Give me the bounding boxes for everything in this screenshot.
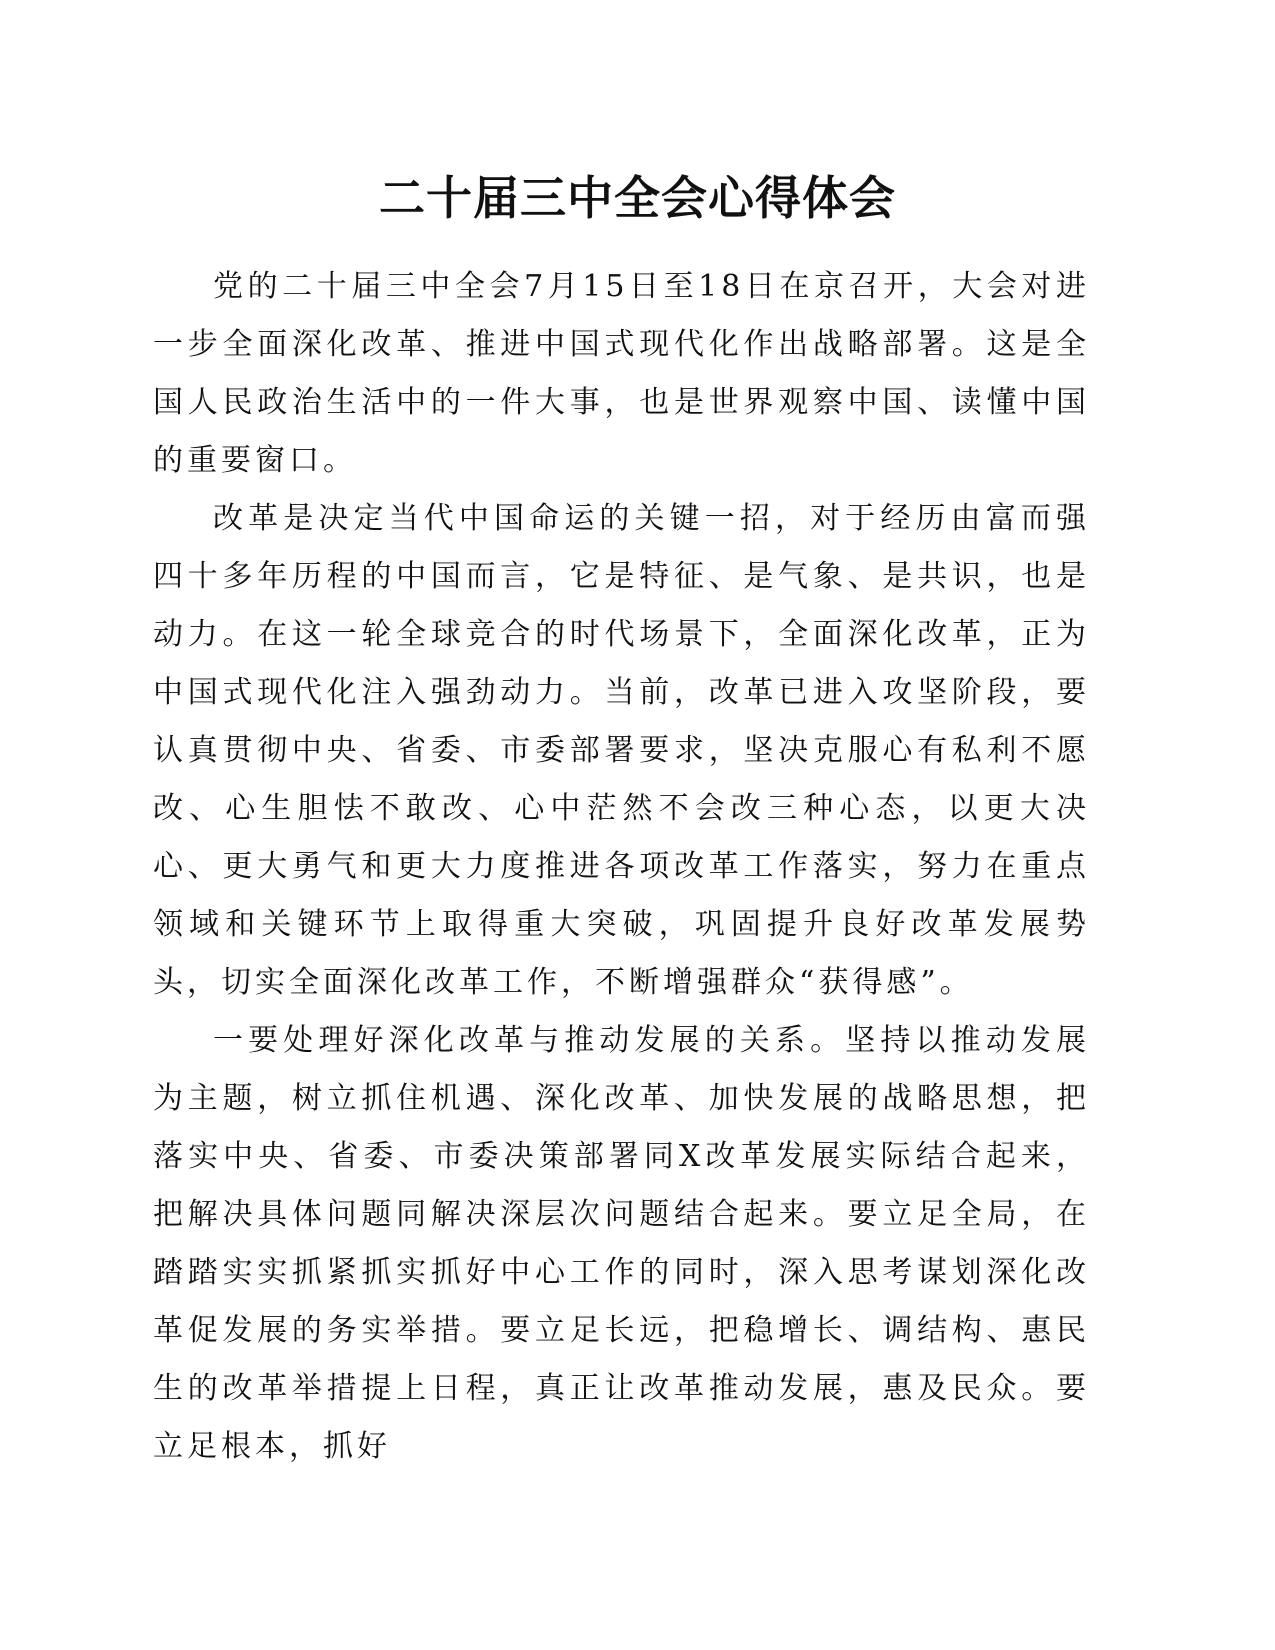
paragraph-3: 一要处理好深化改革与推动发展的关系。坚持以推动发展为主题，树立抓住机遇、深化改革、加快发展的战略思想，把落实中央、省委、市委决策部署同X改革发展实际结合起来，把解决具体问题同解决深层次问题结合起来。要立足全局，在踏踏实实抓紧抓实抓好中心工作的同时，深入思考谋划深化改革促发展的务实举措。要立足长远，把稳增长、调结构、惠民生的改革举措提上日程，真正让改革推动发展，惠及民众。要立足根本，抓好 xyxy=(153,1023,1090,1464)
document-body xyxy=(153,258,1090,1476)
paragraph-1: 党的二十届三中全会7月15日至18日在京召开，大会对进一步全面深化改革、推进中国式现代化作出战略部署。这是全国人民政治生活中的一件大事，也是世界观察中国、读懂中国的重要窗口。 xyxy=(153,269,1090,478)
paragraph-2: 改革是决定当代中国命运的关键一招，对于经历由富而强四十多年历程的中国而言，它是特征、是气象、是共识，也是动力。在这一轮全球竞合的时代场景下，全面深化改革，正为中国式现代化注入强劲动力。当前，改革已进入攻坚阶段，要认真贯彻中央、省委、市委部署要求，坚决克服心有私利不愿改、心生胆怯不敢改、心中茫然不会改三种心态，以更大决心、更大勇气和更大力度推进各项改革工作落实，努力在重点领域和关键环节上取得重大突破，巩固提升良好改革发展势头，切实全面深化改革工作，不断增强群众“获得感”。 xyxy=(153,501,1090,1000)
document-title: 二十届三中全会心得体会 xyxy=(379,171,896,225)
